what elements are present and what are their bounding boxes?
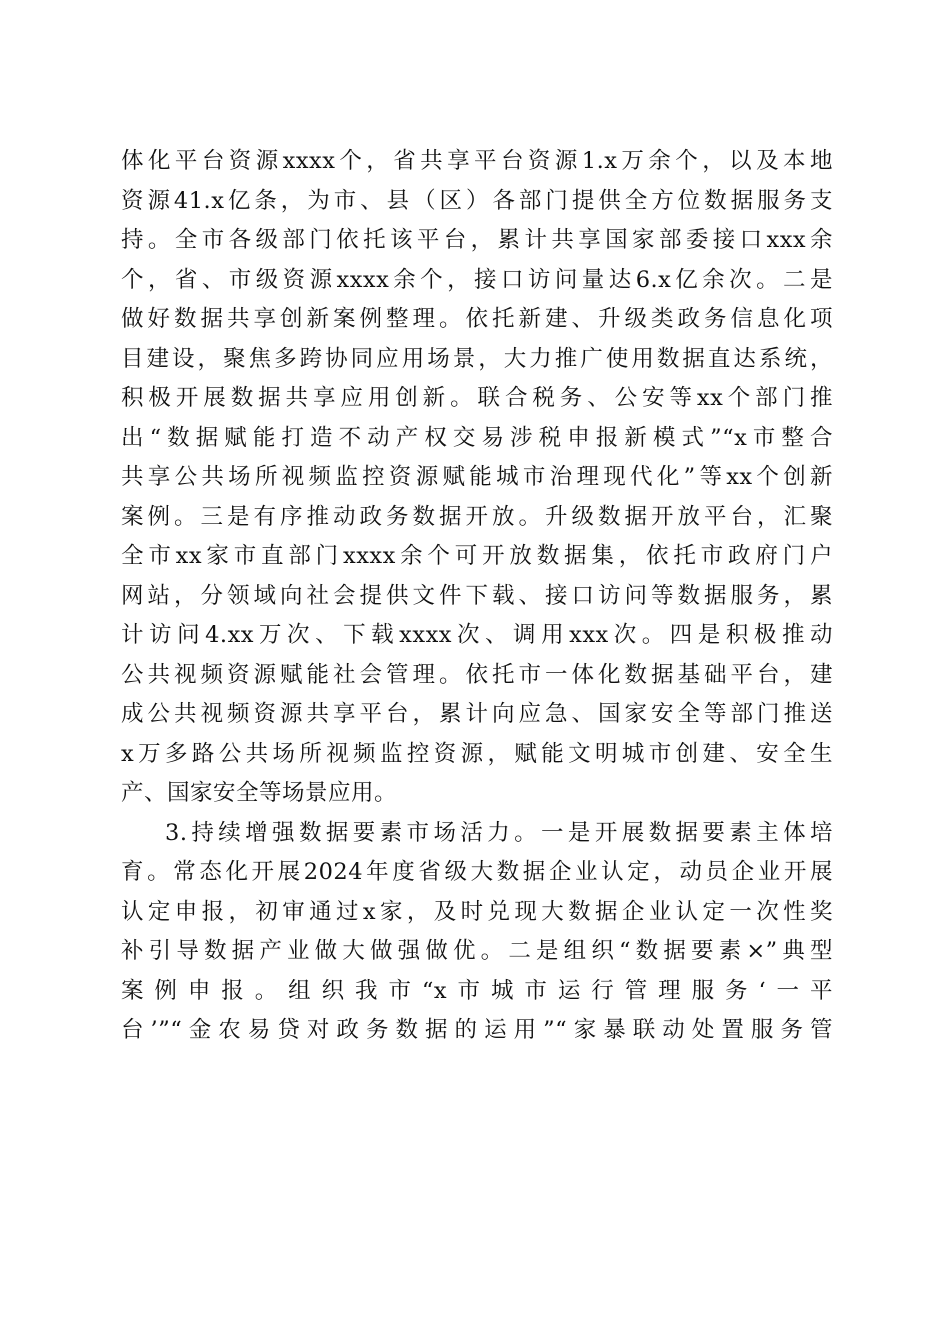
text-line: x万多路公共场所视频监控资源，赋能文明城市创建、安全生 <box>121 740 833 767</box>
text-line: 产、国家安全等场景应用。 <box>121 780 398 806</box>
text-line: 案例申报。组织我市“x市城市运行管理服务‘一平 <box>121 977 833 1004</box>
text-line: 积极开展数据共享应用创新。联合税务、公安等xx个部门推 <box>121 385 833 411</box>
text-line: 做好数据共享创新案例整理。依托新建、升级类政务信息化项 <box>121 306 833 332</box>
text-line: 目建设，聚焦多跨协同应用场景，大力推广使用数据直达系统， <box>121 345 833 372</box>
text-line: 个，省、市级资源xxxx余个，接口访问量达6.x亿余次。二是 <box>121 266 833 293</box>
text-line: 体化平台资源xxxx个，省共享平台资源1.x万余个，以及本地 <box>121 148 833 174</box>
text-line: 案例。三是有序推动政务数据开放。升级数据开放平台，汇聚 <box>121 503 833 530</box>
text-line: 全市xx家市直部门xxxx余个可开放数据集，依托市政府门户 <box>121 543 833 569</box>
text-line: 认定申报，初审通过x家，及时兑现大数据企业认定一次性奖 <box>121 898 833 925</box>
text-line: 共享公共场所视频监控资源赋能城市治理现代化”等xx个创新 <box>121 464 833 490</box>
text-line: 计访问4.xx万次、下载xxxx次、调用xxx次。四是积极推动 <box>121 622 833 648</box>
text-line: 补引导数据产业做大做强做优。二是组织“数据要素×”典型 <box>121 938 833 964</box>
text-line: 网站，分领域向社会提供文件下载、接口访问等数据服务，累 <box>121 582 833 609</box>
text-line: 成公共视频资源共享平台，累计向应急、国家安全等部门推送 <box>121 701 833 727</box>
text-line: 出“数据赋能打造不动产权交易涉税申报新模式”“x市整合 <box>121 424 833 451</box>
text-line: 育。常态化开展2024年度省级大数据企业认定，动员企业开展 <box>121 859 833 885</box>
text-line: 公共视频资源赋能社会管理。依托市一体化数据基础平台，建 <box>121 661 833 688</box>
text-line: 台’”“金农易贷对政务数据的运用”“家暴联动处置服务管 <box>121 1017 833 1043</box>
text-line: 持。全市各级部门依托该平台，累计共享国家部委接口xxx余 <box>121 227 833 253</box>
body-text <box>121 142 833 1051</box>
text-line: 资源41.x亿条，为市、县（区）各部门提供全方位数据服务支 <box>121 187 833 214</box>
section-heading-line: 3.持续增强数据要素市场活力。一是开展数据要素主体培 <box>165 819 833 846</box>
